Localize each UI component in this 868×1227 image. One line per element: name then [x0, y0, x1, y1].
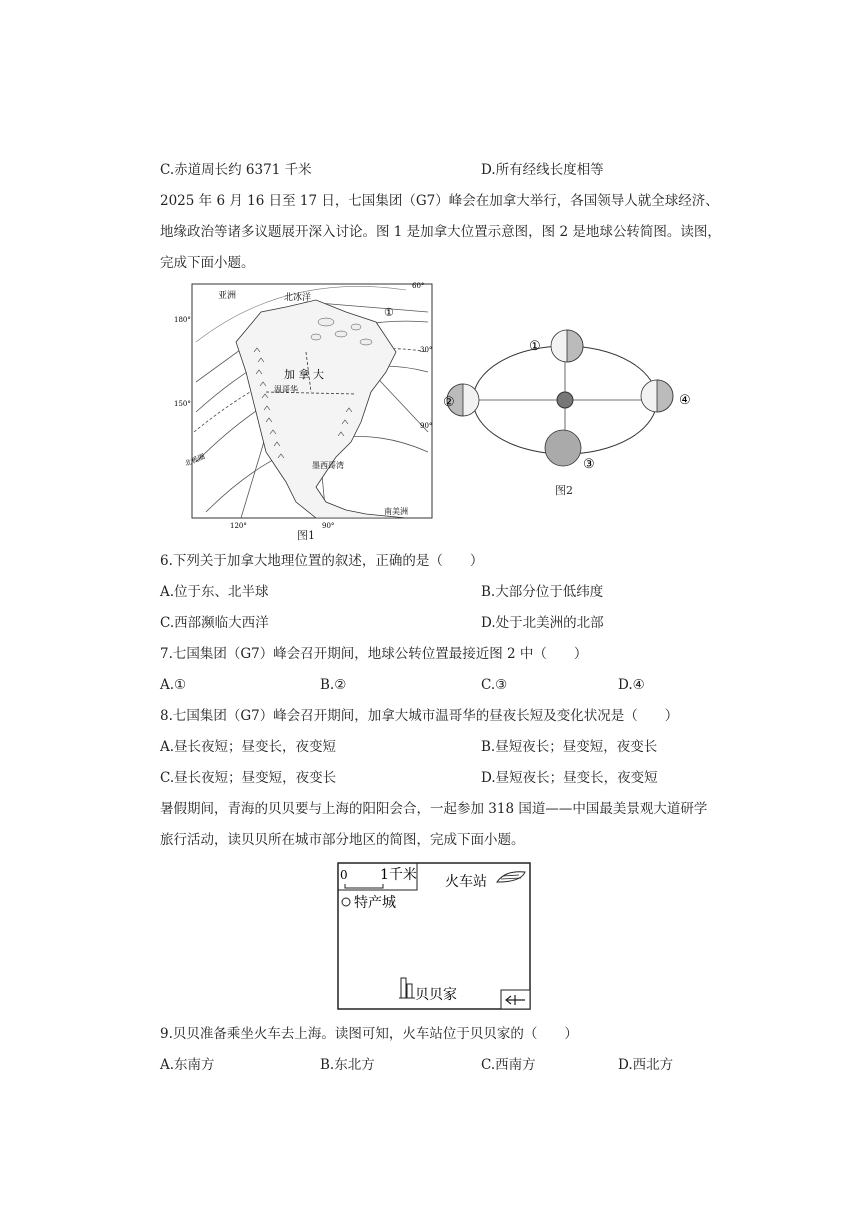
scale-zero: 0	[340, 868, 348, 882]
label-canada: 加 拿 大	[284, 368, 324, 381]
label-mexico-gulf: 墨西哥湾	[312, 461, 344, 470]
q9-stem: 9.贝贝准备乘坐火车去上海。读图可知，火车站位于贝贝家的（ ）	[160, 1026, 578, 1042]
intro1-line1: 2025 年 6 月 16 日至 17 日，七国集团（G7）峰会在加拿大举行，各国领导人就全球经济、	[160, 193, 719, 209]
figure-1-caption: 图1	[297, 529, 315, 542]
q7-stem: 7.七国集团（G7）峰会召开期间，地球公转位置最接近图 2 中（ ）	[160, 646, 588, 662]
q6-option-d[interactable]: D.处于北美洲的北部	[481, 615, 604, 631]
label-arctic-circle: 北极圈	[183, 452, 207, 468]
tick-180: 180°	[174, 316, 191, 324]
tick-150: 150°	[174, 400, 191, 408]
intro1-line2: 地缘政治等诸多议题展开深入讨论。图 1 是加拿大位置示意图，图 2 是地球公转简图。读图，	[160, 224, 721, 240]
q6-option-b[interactable]: B.大部分位于低纬度	[481, 584, 604, 600]
q8-option-d[interactable]: D.昼短夜长；昼变长，夜变短	[481, 770, 658, 786]
position-3: ③	[583, 457, 595, 472]
q8-option-a[interactable]: A.昼长夜短；昼变长，夜变短	[160, 739, 337, 755]
label-south-america: 南美洲	[384, 507, 408, 516]
mall-marker-icon	[342, 898, 350, 906]
label-home: 贝贝家	[415, 987, 457, 1003]
q9-option-d[interactable]: D.西北方	[618, 1057, 674, 1073]
q7-option-d[interactable]: D.④	[618, 677, 645, 693]
q9-option-c[interactable]: C.西南方	[481, 1057, 536, 1073]
scale-one-km: 1千米	[380, 867, 417, 883]
label-specialty-mall: 特产城	[354, 895, 396, 911]
tick-90-right: 90°	[420, 422, 433, 430]
label-vancouver: 温哥华	[274, 385, 298, 394]
option-d-prev: D.所有经线长度相等	[481, 162, 604, 178]
tick-30: 30°	[420, 346, 433, 354]
figure-3-city-map	[337, 862, 531, 1010]
q6-option-a[interactable]: A.位于东、北半球	[160, 584, 269, 600]
q6-option-c[interactable]: C.西部濒临大西洋	[160, 615, 269, 631]
label-circle-one: ①	[384, 306, 394, 319]
figure-2-orbit	[445, 318, 707, 498]
intro2-line1: 暑假期间，青海的贝贝要与上海的阳阳会合，一起参加 318 国道——中国最美景观大道研学	[160, 801, 708, 817]
tick-60: 60°	[412, 282, 425, 290]
q9-option-b[interactable]: B.东北方	[320, 1057, 375, 1073]
option-c-prev: C.赤道周长约 6371 千米	[160, 162, 312, 178]
q8-stem: 8.七国集团（G7）峰会召开期间，加拿大城市温哥华的昼夜长短及变化状况是（ ）	[160, 708, 679, 724]
figure-1-map	[166, 282, 436, 540]
q7-option-c[interactable]: C.③	[481, 677, 508, 693]
q6-stem: 6.下列关于加拿大地理位置的叙述，正确的是（ ）	[160, 553, 484, 569]
q7-option-b[interactable]: B.②	[320, 677, 347, 693]
label-arctic: 北冰洋	[284, 293, 312, 303]
q7-option-a[interactable]: A.①	[160, 677, 187, 693]
label-asia: 亚洲	[218, 291, 237, 301]
q8-option-b[interactable]: B.昼短夜长；昼变短，夜变长	[481, 739, 658, 755]
label-train-station: 火车站	[445, 874, 487, 890]
position-2: ②	[443, 395, 455, 410]
position-4: ④	[679, 393, 691, 408]
q9-option-a[interactable]: A.东南方	[160, 1057, 215, 1073]
figure-2-caption: 图2	[555, 484, 573, 497]
intro1-line3: 完成下面小题。	[160, 255, 255, 271]
position-1: ①	[529, 339, 541, 354]
q8-option-c[interactable]: C.昼长夜短；昼变短，夜变长	[160, 770, 337, 786]
intro2-line2: 旅行活动，读贝贝所在城市部分地区的简图，完成下面小题。	[160, 832, 525, 848]
tick-120-bottom: 120°	[230, 522, 247, 530]
tick-90-bottom: 90°	[322, 522, 335, 530]
